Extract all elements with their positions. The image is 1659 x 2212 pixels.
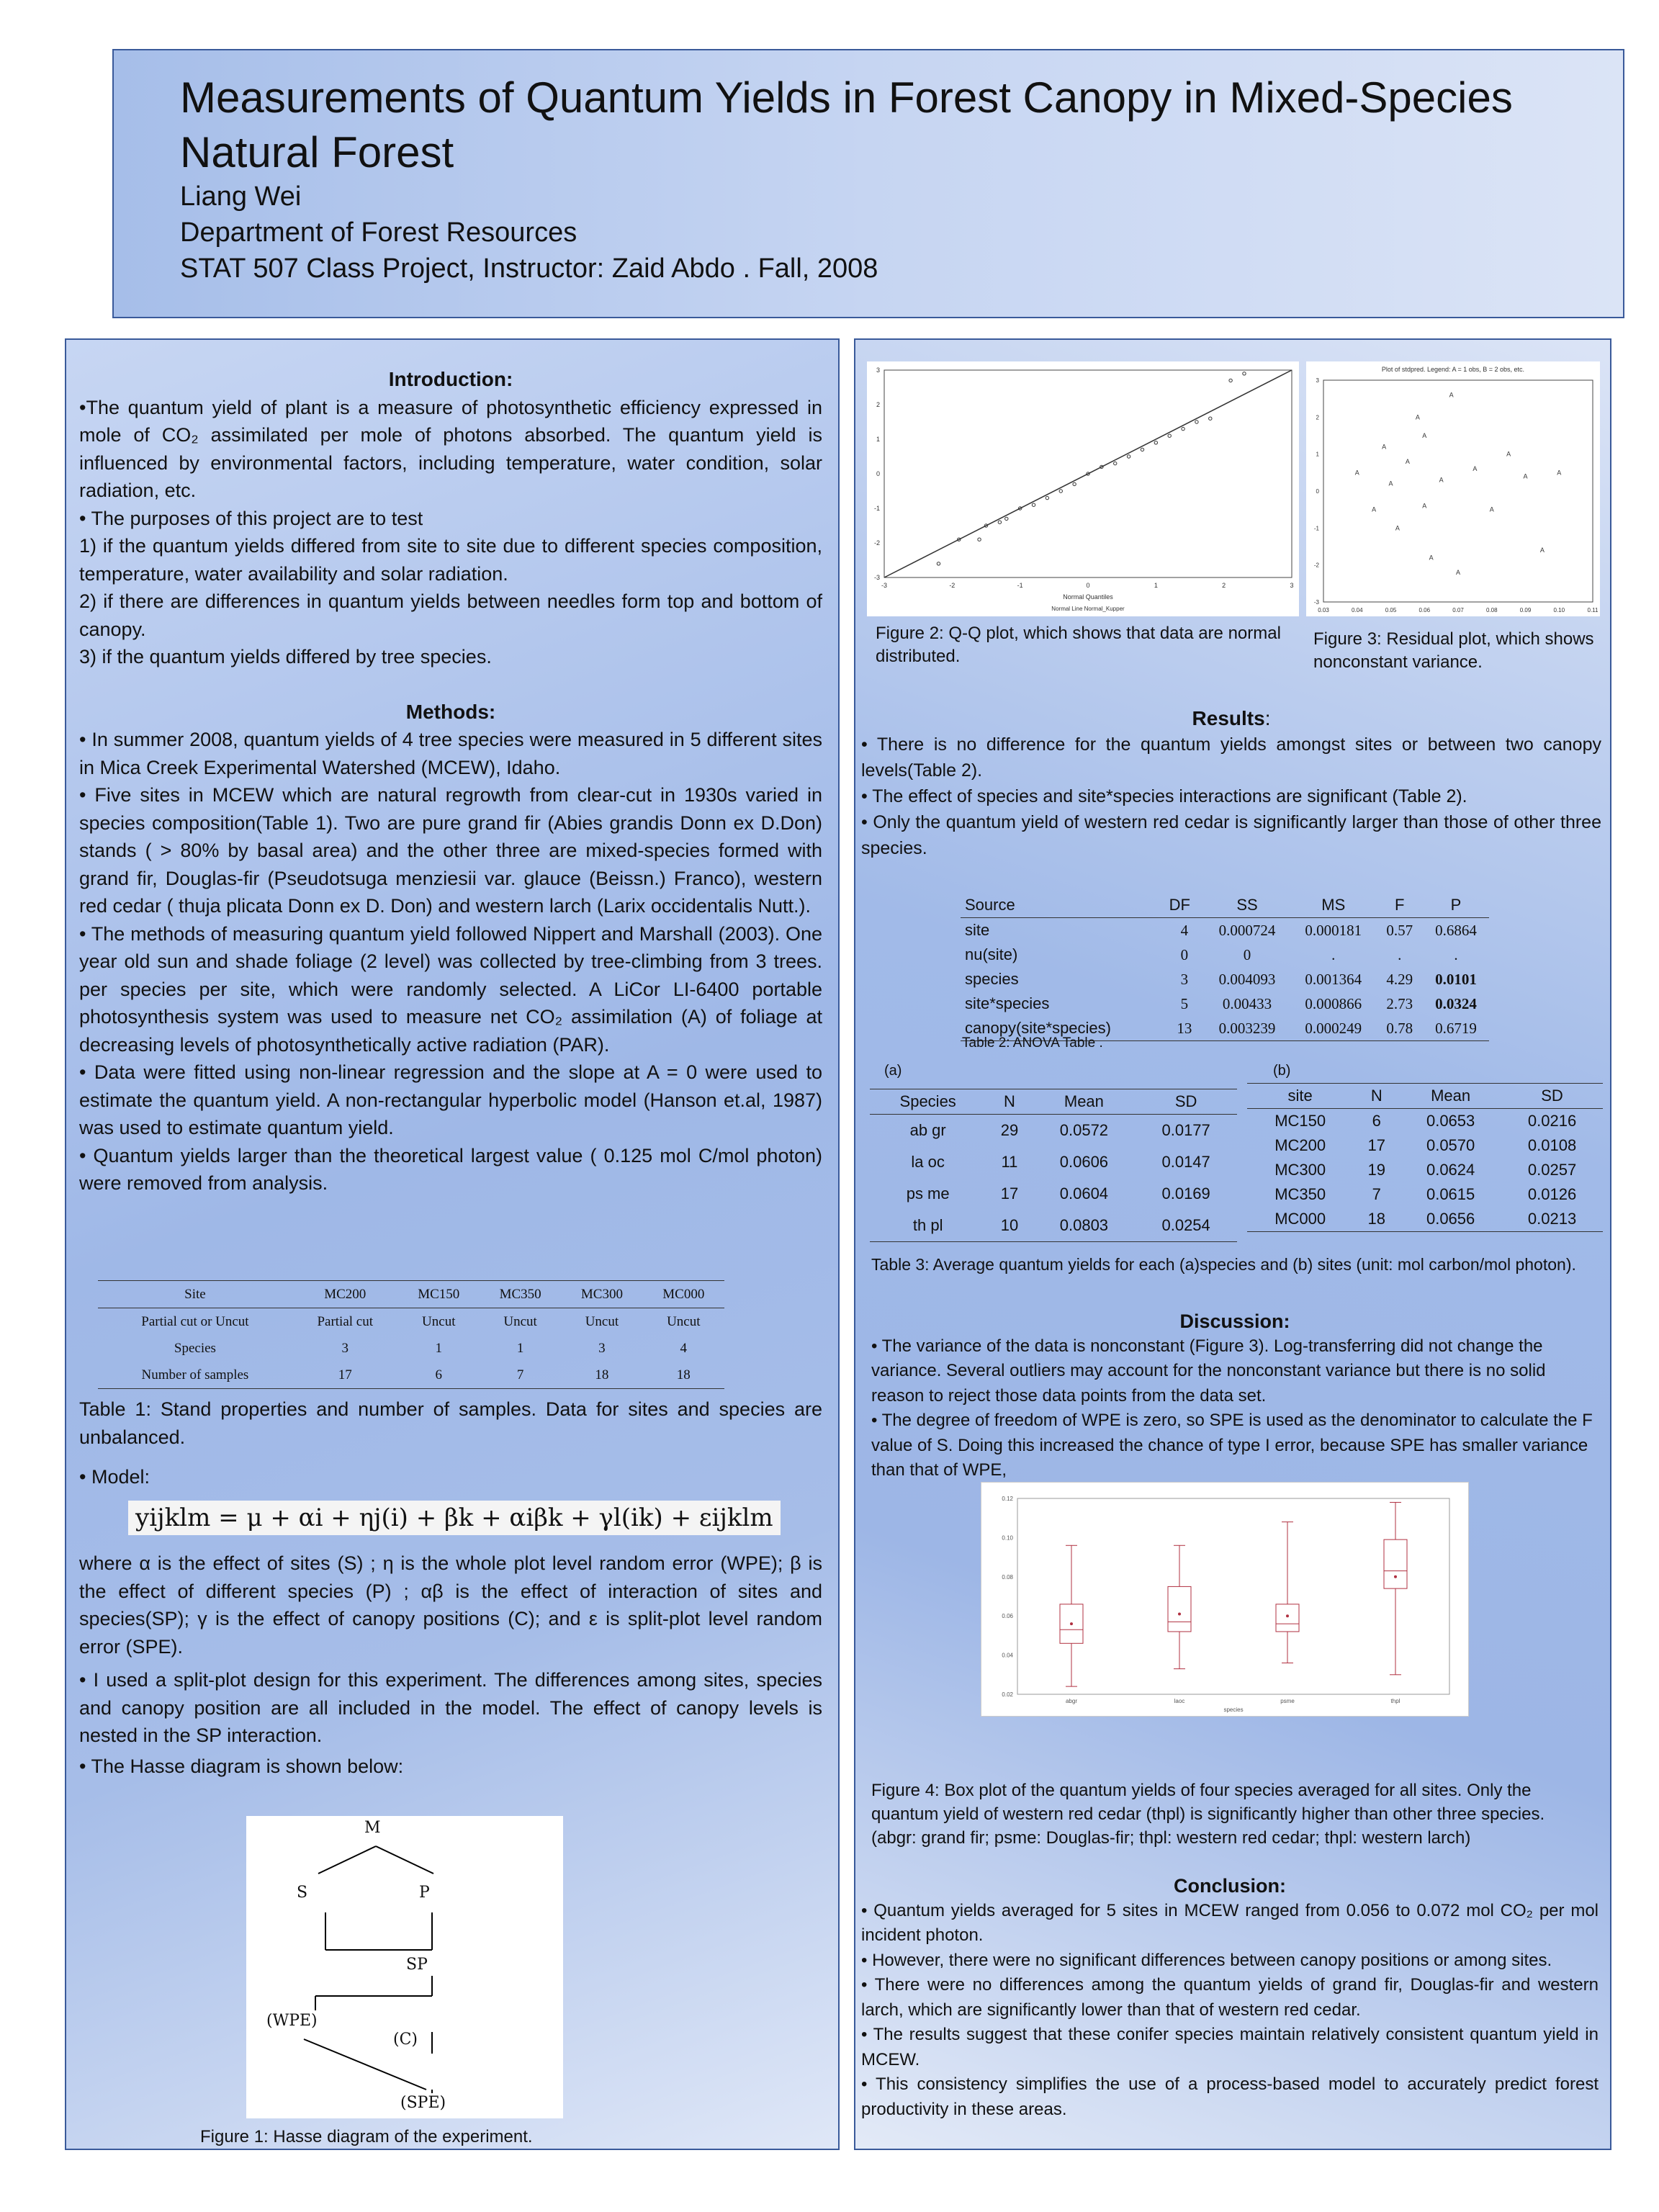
box-y-tick-label: 0.12 — [1002, 1496, 1013, 1502]
model-where: where α is the effect of sites (S) ; η is the whole plot level random error (WPE); β is the effect of different species (P) ; αβ is the effect of interaction of sites and species(SP); γ is the effect of canopy positions (C); and ε is split-plot level random error (SPE). — [79, 1552, 822, 1658]
table-cell: Partial cut — [317, 1313, 374, 1329]
residual-point: A — [1506, 450, 1511, 458]
discussion-p2: • The degree of freedom of WPE is zero, so SPE is used as the denominator to calculate the F value of S. Doing this increased the chance of type I error, because SPE has smaller variance than that of WPE, — [871, 1411, 1593, 1480]
table-3b-label: (b) — [1273, 1063, 1291, 1079]
table-cell: la oc — [911, 1153, 945, 1171]
residual-point: A — [1473, 465, 1478, 473]
qq-point — [1141, 448, 1143, 451]
table-1-header: MC000 — [662, 1286, 705, 1302]
residual-y-tick-label: 3 — [1316, 377, 1319, 384]
qq-point — [1195, 421, 1198, 423]
hasse-node-species: P — [419, 1884, 430, 1902]
box-y-tick-label: 0.02 — [1002, 1691, 1013, 1698]
results-section — [861, 706, 1601, 861]
table-3a-header: Species — [899, 1092, 956, 1110]
hasse-node-wpe: (WPE) — [266, 2012, 318, 2030]
qq-y-tick-label: 3 — [876, 367, 880, 374]
table-cell: . — [1398, 945, 1402, 963]
methods-p3: • The methods of measuring quantum yield followed Nippert and Marshall (2003). One year old sun and shade foliage (2 level) was collected by tree-climbing from 3 trees. per species per site, which were randomly selected. A LiCor LI-6400 portable photosynthesis system was used to measure net CO₂ assimilation (A) of foliage at decreasing levels of photosynthetically active radiation (PAR). — [79, 922, 822, 1056]
residual-y-tick-label: -1 — [1313, 525, 1319, 532]
table-3b — [1247, 1083, 1603, 1232]
table-cell: 0.001364 — [1305, 970, 1362, 988]
table-cell: 0.0257 — [1527, 1161, 1577, 1179]
table-cell: MC350 — [1274, 1185, 1326, 1203]
table-cell: 0.78 — [1386, 1019, 1413, 1037]
box-category-label: laoc — [1174, 1698, 1185, 1704]
table-cell: th pl — [912, 1216, 943, 1234]
conclusion-p2: • However, there were no significant differences between canopy positions or among sites. — [861, 1950, 1552, 1970]
table-cell: 0.0615 — [1426, 1185, 1475, 1203]
table-cell: 0.0147 — [1161, 1153, 1210, 1171]
anova-header: DF — [1169, 896, 1190, 914]
conclusion-heading: Conclusion: — [1174, 1875, 1286, 1897]
table-3-caption: Table 3: Average quantum yields for each (a)species and (b) sites (unit: mol carbon/mol photon). — [871, 1255, 1576, 1274]
residual-x-tick-label: 0.08 — [1485, 607, 1498, 613]
qq-point — [998, 521, 1001, 523]
table-3a-header: Mean — [1064, 1092, 1104, 1110]
table-cell: species — [965, 970, 1019, 988]
methods-p4: • Data were fitted using non-linear regression and the slope at A = 0 were used to estimate the quantum yield. A non-rectangular hyperbolic model (Hanson et.al, 1987) was used to estimate quantum yield. — [79, 1061, 822, 1138]
residual-x-tick-label: 0.04 — [1351, 607, 1363, 613]
table-cell: 0.0653 — [1426, 1112, 1475, 1130]
table-cell: Uncut — [585, 1313, 619, 1329]
table-cell: 19 — [1367, 1161, 1385, 1179]
box-iqr — [1384, 1539, 1407, 1588]
qq-point — [1005, 517, 1008, 520]
author: Liang Wei — [180, 181, 302, 212]
qq-point — [1229, 379, 1232, 382]
hasse-node-spe: (SPE) — [400, 2094, 446, 2112]
table-cell: canopy(site*species) — [965, 1019, 1111, 1037]
intro-p1: •The quantum yield of plant is a measure of photosynthetic efficiency expressed in mole of CO₂ assimilated per mole of photons absorbed. The quantum yield is influenced by environmental factors, including temperature, water condition, solar radiation, etc. — [79, 396, 822, 501]
qq-point — [1127, 455, 1130, 458]
qq-point — [1243, 372, 1246, 375]
table-cell: 7 — [516, 1367, 524, 1382]
qq-x-tick-label: -2 — [949, 582, 956, 589]
methods-heading: Methods: — [405, 700, 496, 723]
box-mean-marker — [1394, 1575, 1397, 1578]
table-cell: site — [965, 921, 990, 939]
figure-2-caption: Figure 2: Q-Q plot, which shows that data are normal distributed. — [876, 624, 1281, 666]
table-cell: 17 — [1367, 1136, 1385, 1154]
residual-x-tick-label: 0.07 — [1452, 607, 1464, 613]
table-cell: 0.00433 — [1222, 994, 1272, 1012]
table-row — [98, 1335, 724, 1362]
table-cell: 0 — [1180, 945, 1189, 963]
table-cell: 0.0572 — [1059, 1121, 1109, 1139]
introduction-heading: Introduction: — [388, 368, 513, 390]
table-cell: 4 — [680, 1340, 688, 1356]
table-row — [961, 992, 1489, 1016]
qq-x-tick-label: -3 — [881, 582, 888, 589]
table-row — [1247, 1158, 1603, 1182]
table-cell: nu(site) — [965, 945, 1018, 963]
figure-2-qq-plot — [867, 361, 1299, 616]
qq-x-tick-label: 1 — [1154, 582, 1158, 589]
table-cell: Uncut — [667, 1313, 701, 1329]
box-iqr — [1276, 1604, 1299, 1632]
intro-p3: 1) if the quantum yields differed from site to site due to different species composition, temperature, water availability and solar radiation. — [79, 535, 822, 585]
model-label: • Model: — [79, 1466, 150, 1488]
table-1-header: Site — [184, 1286, 206, 1302]
table-cell: 0.0604 — [1059, 1184, 1109, 1202]
residual-x-tick-label: 0.10 — [1553, 607, 1565, 613]
box-plot-svg — [981, 1483, 1468, 1716]
qq-y-tick-label: 0 — [876, 470, 880, 477]
residual-plot-title: Plot of stdpred. Legend: A = 1 obs, B = 2 obs, etc. — [1381, 366, 1525, 373]
table-cell: Species — [174, 1340, 216, 1356]
qq-plot-svg — [867, 361, 1299, 616]
qq-x-tick-label: 0 — [1086, 582, 1090, 589]
table-cell: 4 — [1180, 921, 1189, 939]
residual-x-tick-label: 0.05 — [1385, 607, 1397, 613]
table-cell: MC300 — [1274, 1161, 1326, 1179]
qq-x-tick-label: -1 — [1017, 582, 1023, 589]
left-column — [65, 338, 840, 2150]
table-cell: 17 — [1000, 1184, 1019, 1202]
table-cell: 3 — [1180, 970, 1189, 988]
table-3b-header: SD — [1541, 1087, 1563, 1105]
qq-point — [1182, 427, 1184, 430]
table-3b-header: N — [1370, 1087, 1382, 1105]
residual-x-tick-label: 0.09 — [1519, 607, 1532, 613]
results-heading-colon: : — [1264, 707, 1271, 729]
hasse-diagram — [246, 1816, 563, 2118]
table-row — [870, 1146, 1237, 1178]
table-cell: 5 — [1180, 994, 1189, 1012]
anova-header: P — [1450, 896, 1462, 914]
figure-4-caption: Figure 4: Box plot of the quantum yields of four species averaged for all sites. Only the quantum yield of western red cedar (thpl) is significantly higher than other three species. (abgr: grand fir; psme: Douglas-fir; thpl: western red cedar; thpl: western larch) — [871, 1781, 1545, 1848]
box-iqr — [1168, 1586, 1191, 1632]
model-design: • I used a split-plot design for this experiment. The differences among sites, species and canopy position are all included in the model. The effect of canopy levels is nested in the SP interaction. — [79, 1669, 822, 1746]
table-cell: MC150 — [1274, 1112, 1326, 1130]
table-1 — [98, 1280, 724, 1389]
poster-header — [112, 49, 1624, 318]
qq-point — [1114, 462, 1117, 464]
table-cell: 0.0213 — [1527, 1210, 1577, 1228]
table-1-header: MC200 — [324, 1286, 367, 1302]
table-cell: 0.0656 — [1426, 1210, 1475, 1228]
discussion-p1: • The variance of the data is nonconstant (Figure 3). Log-transferring did not change the variance. Several outliers may account for the nonconstant variance but there is no solid reason to reject those data points from the data set. — [871, 1336, 1546, 1406]
residual-x-tick-label: 0.11 — [1587, 607, 1599, 613]
residual-x-tick-label: 0.03 — [1318, 607, 1329, 613]
residual-point: A — [1429, 554, 1434, 562]
box-category-label: thpl — [1390, 1698, 1401, 1704]
residual-x-tick-label: 0.06 — [1419, 607, 1431, 613]
conclusion-p1: • Quantum yields averaged for 5 sites in MCEW ranged from 0.056 to 0.072 mol CO₂ per mol incident photon. — [861, 1900, 1599, 1945]
methods-p2: • Five sites in MCEW which are natural regrowth from clear-cut in 1930s varied in species composition(Table 1). Two are pure grand fir (Abies grandis Donn ex D.Don) stands ( > 80% by basal area) and the other three are mixed-species formed with grand fir, Douglas-fir (Pseudotsuga menziesii var. glauce (Beissn.) Franco), western red cedar ( thuja plicata Donn ex D. Don) and western larch (Larix occidentalis Nutt.). — [79, 784, 822, 917]
table-cell: 0.0324 — [1435, 994, 1477, 1012]
discussion-section — [871, 1309, 1599, 1483]
box-y-tick-label: 0.08 — [1002, 1573, 1013, 1581]
table-cell: 3 — [598, 1340, 606, 1356]
hasse-node-mean: M — [364, 1819, 381, 1837]
model-equation: yijklm = μ + αi + ηj(i) + βk + αiβk + γl(ik) + εijklm — [128, 1501, 781, 1535]
table-cell: 0.0624 — [1426, 1161, 1475, 1179]
conclusion-p5: • This consistency simplifies the use of a process-based model to accurately predict forest productivity in these areas. — [861, 2074, 1599, 2119]
table-cell: 1 — [516, 1340, 524, 1356]
table-cell: 29 — [1000, 1121, 1019, 1139]
box-y-tick-label: 0.04 — [1002, 1652, 1013, 1659]
figure-3-residual-plot — [1306, 361, 1600, 616]
table-1-caption: Table 1: Stand properties and number of samples. Data for sites and species are unbalanced. — [79, 1398, 822, 1448]
intro-p2: • The purposes of this project are to test — [79, 507, 423, 529]
qq-reference-line — [884, 370, 1292, 577]
right-column — [854, 338, 1611, 2150]
table-cell: 0.000181 — [1305, 921, 1362, 939]
residual-point: A — [1415, 413, 1420, 421]
table-row — [961, 967, 1489, 992]
qq-x-axis-label: Normal Quantiles — [1063, 593, 1113, 601]
qq-y-tick-label: -1 — [873, 505, 880, 512]
qq-point — [1059, 490, 1062, 493]
conclusion-p4: • The results suggest that these conifer species maintain relatively consistent quantum yield in MCEW. — [861, 2025, 1599, 2069]
anova-header: MS — [1321, 896, 1346, 914]
qq-x-tick-label: 3 — [1290, 582, 1294, 589]
table-row — [961, 943, 1489, 967]
qq-point — [1168, 434, 1171, 437]
table-cell: 0.0606 — [1059, 1153, 1109, 1171]
table-cell: 18 — [676, 1367, 691, 1382]
table-3b-header: Mean — [1431, 1087, 1471, 1105]
table-cell: ps me — [906, 1184, 950, 1202]
table-row — [961, 918, 1489, 943]
results-heading: Results — [1192, 707, 1265, 729]
box-mean-marker — [1070, 1622, 1073, 1625]
table-cell: 0.0803 — [1059, 1216, 1109, 1234]
table-row — [870, 1115, 1237, 1147]
table-cell: 10 — [1000, 1216, 1019, 1234]
table-1-header: MC350 — [499, 1286, 541, 1302]
table-cell: 6 — [1372, 1112, 1381, 1130]
table-cell: . — [1454, 945, 1458, 963]
table-cell: 18 — [595, 1367, 609, 1382]
residual-point: A — [1422, 502, 1427, 510]
table-row — [870, 1178, 1237, 1210]
table-3a-header: N — [1004, 1092, 1015, 1110]
figure-4-box-plot — [981, 1482, 1469, 1717]
course-info: STAT 507 Class Project, Instructor: Zaid Abdo . Fall, 2008 — [180, 253, 878, 284]
table-3a-header: SD — [1174, 1092, 1197, 1110]
residual-plot-svg — [1306, 361, 1600, 616]
residual-point: A — [1382, 443, 1387, 451]
methods-p1: • In summer 2008, quantum yields of 4 tree species were measured in 5 different sites in Mica Creek Experimental Watershed (MCEW), Idaho. — [79, 729, 822, 778]
residual-y-tick-label: 2 — [1316, 414, 1319, 421]
residual-y-tick-label: -3 — [1313, 599, 1319, 606]
table-3a — [870, 1089, 1237, 1242]
introduction-section — [79, 366, 822, 1197]
anova-header: F — [1395, 896, 1405, 914]
table-cell: 0.57 — [1386, 921, 1413, 939]
table-3b-header: site — [1287, 1087, 1313, 1105]
figure-1-caption: Figure 1: Hasse diagram of the experiment. — [200, 2127, 533, 2146]
hasse-node-c: (C) — [393, 2031, 418, 2049]
anova-header: Source — [965, 896, 1015, 914]
box-category-label: psme — [1280, 1698, 1295, 1704]
qq-point — [1032, 503, 1035, 506]
box-x-axis-label: species — [1223, 1707, 1244, 1713]
table-cell: 0.004093 — [1218, 970, 1276, 988]
table-cell: 17 — [338, 1367, 352, 1382]
results-p3: • Only the quantum yield of western red cedar is significantly larger than those of other three species. — [861, 812, 1601, 858]
hasse-lines — [246, 1816, 563, 2118]
qq-point — [1209, 417, 1212, 420]
qq-point — [978, 538, 981, 541]
residual-point: A — [1405, 457, 1410, 465]
table-cell: 7 — [1372, 1185, 1381, 1203]
residual-point: A — [1489, 505, 1494, 513]
table-1-header: MC150 — [418, 1286, 460, 1302]
table-2-caption: Table 2: ANOVA Table . — [962, 1035, 1103, 1051]
box-mean-marker — [1178, 1612, 1181, 1615]
qq-point — [1046, 496, 1048, 499]
residual-point: A — [1354, 469, 1359, 477]
discussion-heading: Discussion: — [1179, 1310, 1290, 1332]
table-cell: 0.003239 — [1218, 1019, 1276, 1037]
table-cell: 0.000866 — [1305, 994, 1362, 1012]
table-2-anova — [961, 893, 1489, 1041]
table-cell: 0.0570 — [1426, 1136, 1475, 1154]
table-cell: 1 — [435, 1340, 443, 1356]
qq-point — [1073, 482, 1076, 485]
qq-x-tick-label: 2 — [1222, 582, 1226, 589]
residual-point: A — [1449, 391, 1454, 399]
table-3a-label: (a) — [884, 1063, 902, 1079]
residual-point: A — [1557, 469, 1562, 477]
table-row — [1247, 1207, 1603, 1232]
residual-y-tick-label: 0 — [1316, 488, 1319, 495]
table-cell: Number of samples — [141, 1367, 249, 1382]
table-cell: Uncut — [503, 1313, 537, 1329]
residual-point: A — [1523, 472, 1528, 480]
table-cell: MC200 — [1274, 1136, 1326, 1154]
table-cell: 6 — [435, 1367, 443, 1382]
qq-y-tick-label: -3 — [873, 574, 880, 581]
residual-point: A — [1372, 505, 1377, 513]
qq-y-tick-label: 1 — [876, 436, 880, 443]
table-cell: Partial cut or Uncut — [141, 1313, 249, 1329]
qq-legend: Normal Line Normal_Kupper — [1051, 606, 1125, 612]
conclusion-section — [861, 1874, 1599, 2122]
table-cell: 18 — [1367, 1210, 1385, 1228]
table-row — [1247, 1133, 1603, 1158]
qq-point — [937, 562, 940, 565]
table-cell: 0 — [1243, 945, 1251, 963]
residual-point: A — [1395, 524, 1400, 532]
anova-header: SS — [1236, 896, 1258, 914]
residual-point: A — [1388, 480, 1393, 487]
table-cell: 0.0169 — [1161, 1184, 1210, 1202]
table-cell: 0.000249 — [1305, 1019, 1362, 1037]
results-p1: • There is no difference for the quantum yields amongst sites or between two canopy levels(Table 2). — [861, 734, 1601, 781]
table-cell: 0.0177 — [1161, 1121, 1210, 1139]
table-cell: site*species — [965, 994, 1050, 1012]
qq-point — [1154, 441, 1157, 444]
residual-y-tick-label: 1 — [1316, 451, 1319, 458]
table-cell: 0.0126 — [1527, 1185, 1577, 1203]
department: Department of Forest Resources — [180, 217, 577, 248]
figure-3-caption: Figure 3: Residual plot, which shows nonconstant variance. — [1313, 629, 1594, 672]
table-cell: 4.29 — [1386, 970, 1413, 988]
box-category-label: abgr — [1065, 1698, 1078, 1704]
table-cell: . — [1331, 945, 1336, 963]
table-cell: 11 — [1001, 1153, 1018, 1171]
box-y-tick-label: 0.10 — [1002, 1534, 1013, 1542]
table-cell: 0.0108 — [1527, 1136, 1577, 1154]
table-cell: 0.000724 — [1218, 921, 1276, 939]
table-cell: 13 — [1177, 1019, 1192, 1037]
table-row — [98, 1308, 724, 1336]
residual-point: A — [1422, 432, 1427, 439]
poster-title: Measurements of Quantum Yields in Forest Canopy in Mixed-Species Natural Forest — [180, 73, 1513, 176]
qq-y-tick-label: 2 — [876, 401, 880, 408]
hasse-node-sp: SP — [406, 1956, 428, 1974]
table-cell: 0.0254 — [1161, 1216, 1210, 1234]
conclusion-p3: • There were no differences among the quantum yields of grand fir, Douglas-fir and western larch, which are significantly lower than that of western red cedar. — [861, 1975, 1599, 2020]
hasse-node-site: S — [297, 1884, 308, 1902]
table-row — [1247, 1109, 1603, 1134]
intro-p5: 3) if the quantum yields differed by tree species. — [79, 646, 492, 667]
residual-y-tick-label: -2 — [1313, 562, 1319, 569]
residual-point: A — [1455, 568, 1461, 576]
qq-y-tick-label: -2 — [873, 539, 880, 547]
table-cell: 2.73 — [1386, 994, 1413, 1012]
table-row — [870, 1210, 1237, 1242]
residual-point: A — [1539, 547, 1545, 554]
table-cell: ab gr — [909, 1121, 946, 1139]
table-cell: 0.6719 — [1435, 1019, 1477, 1037]
table-cell: Uncut — [422, 1313, 456, 1329]
table-row — [1247, 1182, 1603, 1207]
table-cell: 3 — [341, 1340, 349, 1356]
hasse-intro: • The Hasse diagram is shown below: — [79, 1755, 404, 1777]
results-p2: • The effect of species and site*species interactions are significant (Table 2). — [861, 786, 1467, 806]
residual-point: A — [1439, 476, 1444, 484]
table-cell: 0.6864 — [1435, 921, 1477, 939]
table-cell: MC000 — [1274, 1210, 1326, 1228]
table-cell: 0.0101 — [1435, 970, 1477, 988]
table-cell: 0.0216 — [1527, 1112, 1577, 1130]
box-mean-marker — [1286, 1614, 1289, 1617]
box-plot-frame — [1017, 1498, 1449, 1694]
box-y-tick-label: 0.06 — [1002, 1613, 1013, 1620]
methods-p5: • Quantum yields larger than the theoretical largest value ( 0.125 mol C/mol photon) were removed from analysis. — [79, 1144, 822, 1194]
intro-p4: 2) if there are differences in quantum yields between needles form top and bottom of canopy. — [79, 590, 822, 640]
table-row — [98, 1362, 724, 1389]
table-1-header: MC300 — [580, 1286, 623, 1302]
